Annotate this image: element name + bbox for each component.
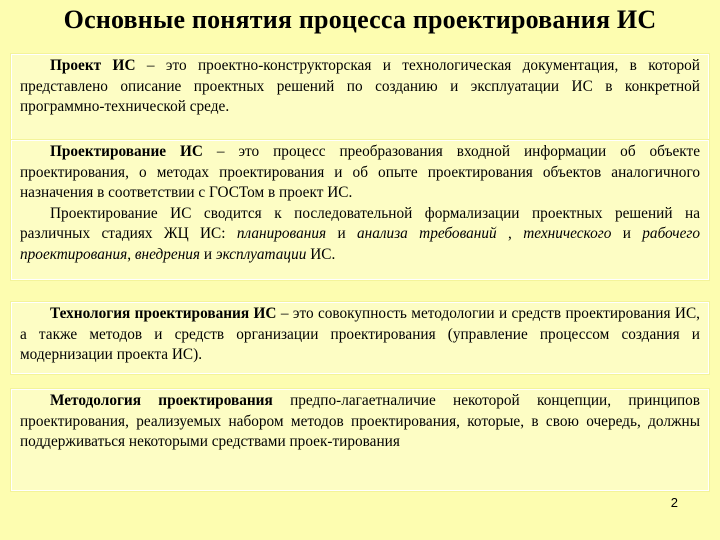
definition-text: – это проектно-конструкторская и технологическая документация, в которой представлено описание проектных решений по созданию и эксплуатации ИС в конкретной программно-технической среде. xyxy=(20,57,700,116)
conjunction-text: и xyxy=(200,245,216,263)
page-number: 2 xyxy=(670,495,678,510)
definition-paragraph xyxy=(20,304,700,366)
definition-text: – это совокупность методологии и средств проектирования ИС, а также методов и средств организации проектирования (управление процессом создания и модернизации проекта ИС). xyxy=(20,305,700,364)
title-bar xyxy=(0,0,720,40)
term-project-is: Проект ИС xyxy=(50,57,136,74)
conjunction-text: и xyxy=(611,225,643,243)
stage-planning: планирования xyxy=(236,225,327,243)
definition-paragraph xyxy=(20,56,700,118)
definition-text: предпо-лагаетналичие некоторой концепции, принципов проектирования, реализуемых набором методов проектирования, которые, в свою очередь, должны поддерживаться некоторыми средствами проек-тирования xyxy=(20,392,700,451)
term-design-is: Проектирование ИС xyxy=(50,143,203,160)
definition-block-technology xyxy=(12,303,708,373)
comma-text: , xyxy=(496,225,524,243)
stage-requirements-analysis: анализа требований xyxy=(356,225,497,243)
conjunction-text: и xyxy=(326,225,357,243)
stage-working-design: рабочего проектирования xyxy=(20,225,701,263)
slide-body xyxy=(0,40,720,540)
stage-implementation: внедрения xyxy=(134,245,201,263)
stage-operation: эксплуатации xyxy=(215,245,307,263)
comma-text: , xyxy=(127,245,135,263)
definition-paragraph xyxy=(20,391,700,453)
term-design-methodology: Методология проектирования xyxy=(50,392,273,409)
slide-title: Основные понятия процесса проектирования ИС xyxy=(63,5,657,34)
definition-block-design xyxy=(12,141,708,279)
definition-paragraph xyxy=(20,142,700,204)
stages-paragraph xyxy=(20,204,700,266)
stages-lead-text: Проектирование ИС сводится к последовательной формализации проектных решений на различных стадиях ЖЦ ИС: xyxy=(20,204,700,243)
definition-block-methodology xyxy=(12,390,708,490)
term-design-technology: Технология проектирования ИС xyxy=(50,305,277,322)
stages-tail-text: ИС. xyxy=(306,245,336,263)
definition-block-project xyxy=(12,55,708,139)
stage-technical-design: технического xyxy=(523,225,612,243)
definition-text: – это процесс преобразования входной информации об объекте проектирования, о методах проектирования и об опыте проектирования объектов аналогичного назначения в соответствии с ГОСТом в проект ИС. xyxy=(20,143,700,202)
